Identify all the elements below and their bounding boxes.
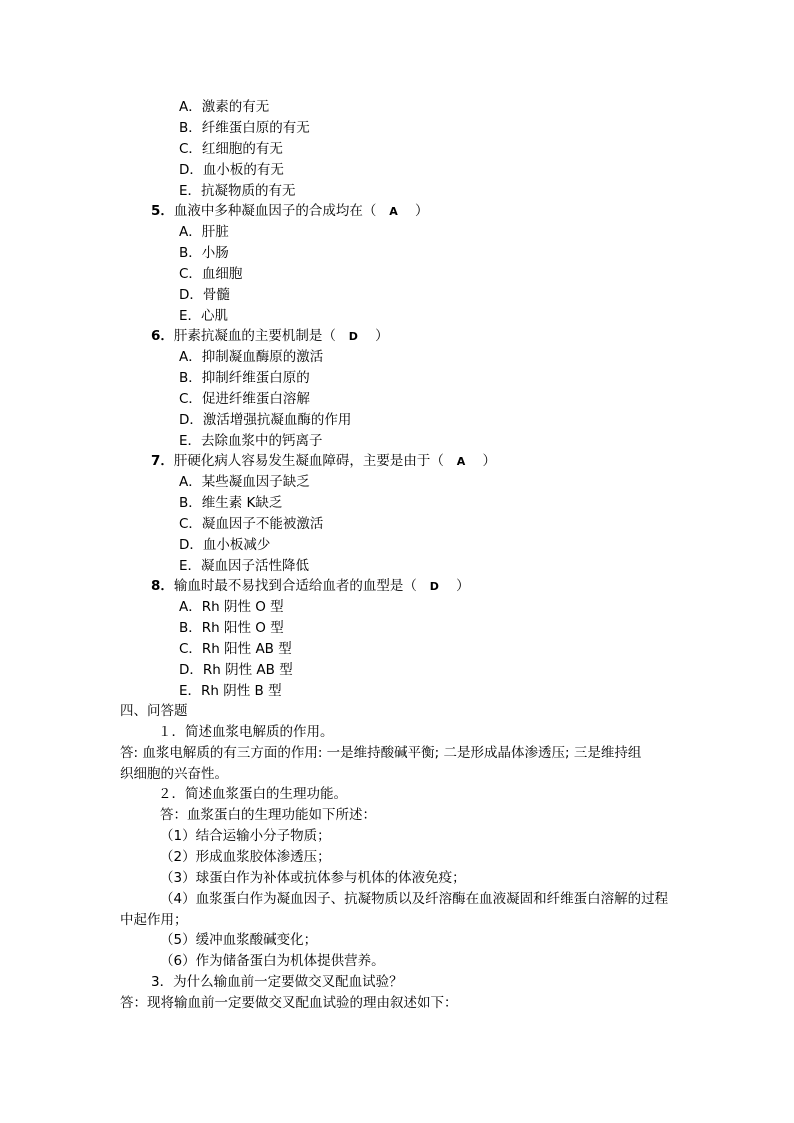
q8-option-c: C．Rh 阳性 AB 型 [179, 641, 292, 657]
q5-stem [151, 201, 428, 222]
q7-option-c: C．凝血因子不能被激活 [179, 516, 324, 532]
q7-option-a: A．某些凝血因子缺乏 [179, 474, 310, 490]
q6-option-a: A．抑制凝血酶原的激活 [179, 349, 324, 365]
q5-option-e: E．心肌 [179, 308, 229, 324]
q8-number: 8． [151, 578, 174, 594]
q8-answer: D [429, 580, 439, 593]
section-title: 四、问答题 [120, 703, 188, 719]
q4-option-d: D．血小板的有无 [179, 162, 284, 178]
qa2-item-5: （5）缓冲血浆酸碱变化； [160, 932, 318, 948]
q6-stem-text: 肝素抗凝血的主要机制是（ [173, 328, 336, 344]
q6-option-b: B．抑制纤维蛋白原的 [179, 370, 310, 386]
q4-option-b: B．纤维蛋白原的有无 [179, 120, 310, 136]
q5-answer: A [389, 205, 398, 218]
qa3-question: 3．为什么输血前一定要做交叉配血试验？ [151, 974, 403, 990]
q7-option-b: B．维生素 K缺乏 [179, 495, 283, 511]
q5-number: 5． [151, 203, 174, 219]
q4-option-e: E．抗凝物质的有无 [179, 183, 296, 199]
qa2-question: ２．简述血浆蛋白的生理功能。 [158, 786, 347, 802]
qa2-intro: 答：血浆蛋白的生理功能如下所述： [160, 807, 376, 823]
q8-close-paren: ） [456, 578, 470, 594]
qa2-item-4-cont: 中起作用； [120, 912, 188, 928]
qa2-item-1: （1）结合运输小分子物质； [160, 828, 331, 844]
qa1-answer-line2: 织细胞的兴奋性。 [120, 766, 228, 782]
q8-stem [151, 576, 470, 597]
q7-stem-text: 肝硬化病人容易发生凝血障碍，主要是由于（ [173, 453, 444, 469]
q6-option-e: E．去除血浆中的钙离子 [179, 433, 323, 449]
q5-option-a: A．肝脏 [179, 224, 229, 240]
qa1-answer-line1: 答: 血浆电解质的有三方面的作用: 一是维持酸碱平衡; 二是形成晶体渗透压; 三是维持组 [120, 745, 642, 761]
q6-stem [151, 326, 389, 347]
q8-option-a: A．Rh 阴性 O 型 [179, 599, 284, 615]
q5-stem-text: 血液中多种凝血因子的合成均在（ [173, 203, 377, 219]
q6-answer: D [348, 330, 358, 343]
qa2-item-2: （2）形成血浆胶体渗透压； [160, 849, 331, 865]
q4-option-c: C．红细胞的有无 [179, 141, 283, 157]
q7-option-d: D．血小板减少 [179, 537, 271, 553]
qa2-item-6: （6）作为储备蛋白为机体提供营养。 [160, 953, 385, 969]
q7-option-e: E．凝血因子活性降低 [179, 558, 310, 574]
qa2-item-4: （4）血浆蛋白作为凝血因子、抗凝物质以及纤溶酶在血液凝固和纤维蛋白溶解的过程 [160, 891, 669, 907]
q8-stem-text: 输血时最不易找到合适给血者的血型是（ [173, 578, 417, 594]
q7-stem [151, 451, 496, 472]
q7-close-paren: ） [482, 453, 496, 469]
qa2-item-3: （3）球蛋白作为补体或抗体参与机体的体液免疫； [160, 870, 466, 886]
q7-number: 7． [151, 453, 174, 469]
q8-option-d: D．Rh 阴性 AB 型 [179, 662, 293, 678]
q6-option-c: C．促进纤维蛋白溶解 [179, 391, 310, 407]
qa3-answer-line1: 答：现将输血前一定要做交叉配血试验的理由叙述如下： [120, 995, 458, 1011]
q8-option-e: E．Rh 阴性 B 型 [179, 683, 282, 699]
q5-option-d: D．骨髓 [179, 287, 230, 303]
qa1-question: １．简述血浆电解质的作用。 [158, 724, 334, 740]
q6-number: 6． [151, 328, 174, 344]
q6-close-paren: ） [375, 328, 389, 344]
q4-option-a: A．激素的有无 [179, 99, 270, 115]
q6-option-d: D．激活增强抗凝血酶的作用 [179, 412, 352, 428]
q5-option-c: C．血细胞 [179, 266, 243, 282]
q7-answer: A [456, 455, 466, 468]
q8-option-b: B．Rh 阳性 O 型 [179, 620, 284, 636]
q5-option-b: B．小肠 [179, 245, 229, 261]
q5-close-paren: ） [414, 203, 429, 219]
